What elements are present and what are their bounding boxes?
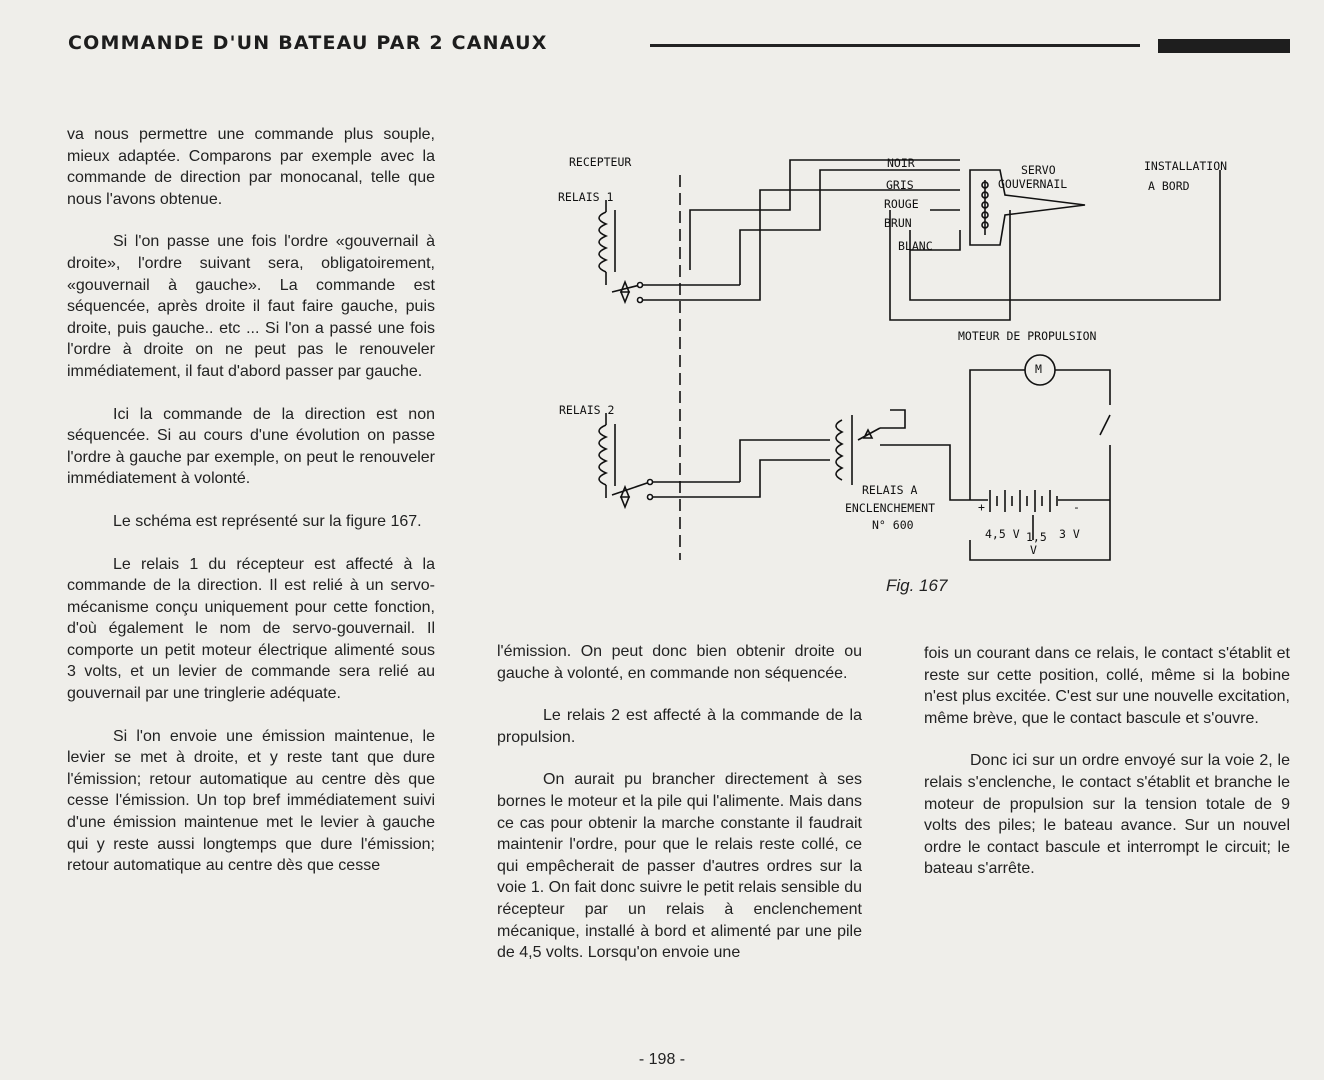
page-number: - 198 - [638,1051,686,1068]
relay1-contact [612,282,640,302]
header-title: COMMANDE D'UN BATEAU PAR 2 CANAUX [68,32,548,54]
text-column-1 [67,124,435,877]
enclenchement-relay-coil [836,420,842,480]
label-installation: INSTALLATION [1144,159,1228,173]
label-enclenchement: ENCLENCHEMENT [845,501,936,515]
label-1-5: 1,5 [1026,530,1047,544]
label-blanc: BLANC [898,239,933,253]
paragraph: va nous permettre une commande plus souple, mieux adaptée. Comparons par exemple avec la commande de direction par monocanal, telle que nous l'avons obtenue. [67,126,435,208]
paragraph: Le relais 1 du récepteur est affecté à la commande de la direction. Il est relié à un servo-mécanisme conçu uniquement pour cette fonction, d'où également le nom de servo-gouvernail. Il comporte un petit moteur électrique alimenté sous 3 volts, et un levier de commande sera relié au gouvernail par une tringlerie adéquate. [67,555,435,703]
label-1-5-v: V [1030,543,1037,557]
paragraph: Le schéma est représenté sur la figure 167. [113,512,422,530]
label-rouge: ROUGE [884,197,919,211]
relay2-contact [612,482,650,507]
label-servo: SERVO [1021,163,1056,177]
label-numero: N° 600 [872,518,914,532]
label-noir: NOIR [887,156,915,170]
header-rule [650,44,1140,47]
label-3v: 3 V [1059,527,1080,541]
paragraph: l'émission. On peut donc bien obtenir droite ou gauche à volonté, en commande non séquencée. [497,643,862,682]
label-brun: BRUN [884,216,912,230]
figure-caption: Fig. 167 [886,576,948,595]
label-relais2: RELAIS 2 [559,403,615,417]
paragraph: Le relais 2 est affecté à la commande de la propulsion. [497,707,862,746]
label-a-bord: A BORD [1148,179,1190,193]
header-block [1158,39,1290,53]
paragraph: On aurait pu brancher directement à ses bornes le moteur et la pile qui l'alimente. Mais dans ce cas pour obtenir la marche constante il faudrait maintenir l'ordre, pour que le relais reste collé, ce qui empêcherait de passer d'autres ordres sur la voie 1. On fait donc suivre le petit relais sensible du récepteur par un relais à enclenchement mécanique, installé à bord et alimenté par une pile de 4,5 volts. Lorsqu'on envoie une [497,771,862,962]
enclenchement-contact [858,428,880,440]
label-gris: GRIS [886,178,914,192]
paragraph: Ici la commande de la direction est non séquencée. Si au cours d'une évolution on passe l'ordre à gauche par exemple, on peut le renouveler immédiatement à volonté. [67,405,435,488]
label-moteur-propulsion: MOTEUR DE PROPULSION [958,329,1097,343]
label-recepteur: RECEPTEUR [569,155,632,169]
paragraph: Donc ici sur un ordre envoyé sur la voie 2, le relais s'enclenche, le contact s'établit et branche le moteur de propulsion sur la tension totale de 9 volts des piles; le bateau avance. Sur un nouvel ordre le contact bascule et interrompt le circuit; le bateau s'arrête. [924,752,1290,878]
text-column-3 [924,643,1290,880]
paragraph: Si l'on passe une fois l'ordre «gouvernail à droite», l'ordre suivant sera, obligatoirement, «gouvernail à gauche». La commande est séquencée, après droite il faut faire gauche, puis droite, puis gauche.. etc ... Si l'on a passé une fois l'ordre à droite on ne peut pas le renouveler immédiatement, il faut d'abord passer par gauche. [67,233,435,380]
relay2-coil [599,425,606,485]
relay1-coil [599,212,606,272]
paragraph: Si l'on envoie une émission maintenue, le levier se met à droite, et y reste tant que dure l'émission; retour automatique au centre dès que cesse l'émission. Un top bref immédiatement suivi d'une émission maintenue met le levier à gauche qui y reste aussi longtemps que dure l'émission; retour automatique au centre dès que cesse [67,727,435,875]
label-motor-m: M [1035,362,1042,376]
label-relais1: RELAIS 1 [558,190,614,204]
label-minus: - [1073,500,1080,514]
label-relais-a: RELAIS A [862,483,918,497]
label-4-5v: 4,5 V [985,527,1020,541]
paragraph: fois un courant dans ce relais, le contact s'établit et reste sur cette position, collé, même si la bobine n'est plus excitée. C'est sur une nouvelle excitation, même brève, que le contact bascule et s'ouvre. [924,645,1290,727]
text-column-2 [497,641,862,964]
label-gouvernail: GOUVERNAIL [998,177,1068,191]
label-plus: + [978,500,985,514]
